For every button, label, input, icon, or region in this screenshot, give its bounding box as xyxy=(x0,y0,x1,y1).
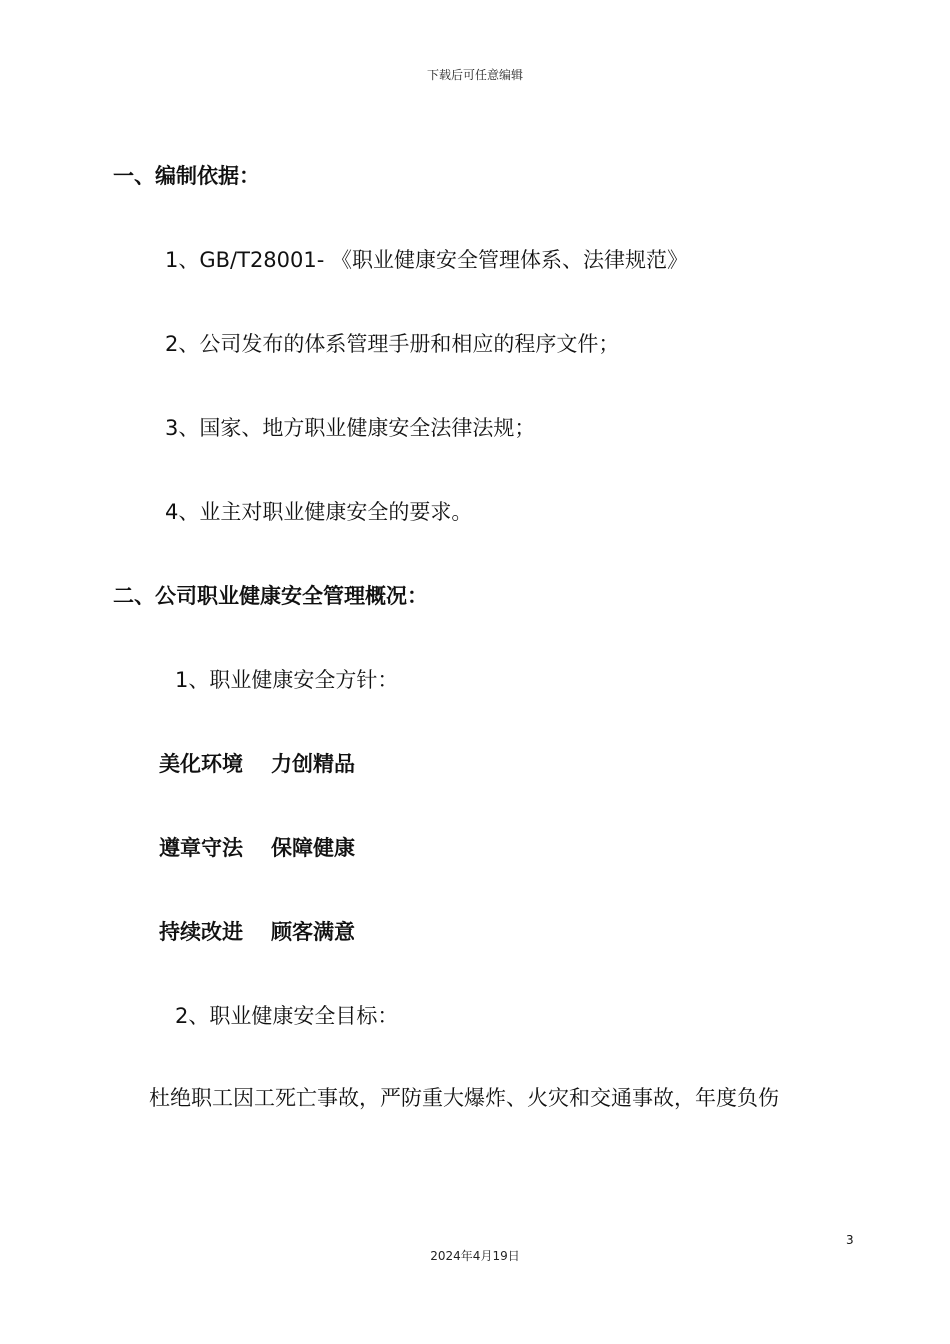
section-title-basis: 一、编制依据： xyxy=(113,164,260,188)
policy-line-3-b: 顾客满意 xyxy=(271,920,355,944)
basis-item-4: 4、业主对职业健康安全的要求。 xyxy=(165,500,473,524)
page-header: 下载后可任意编辑 xyxy=(426,68,523,82)
page-number: 3 xyxy=(846,1233,854,1247)
section-title-overview: 二、公司职业健康安全管理概况： xyxy=(113,584,428,608)
footer-date: 2024年4月19日 xyxy=(430,1249,520,1263)
policy-line-1 xyxy=(159,748,355,778)
policy-line-1-b: 力创精品 xyxy=(271,752,355,776)
basis-item-3: 3、国家、地方职业健康安全法律法规； xyxy=(165,416,536,440)
policy-line-2-b: 保障健康 xyxy=(271,836,355,860)
policy-line-2 xyxy=(159,832,355,862)
policy-label: 1、职业健康安全方针： xyxy=(175,668,399,692)
basis-item-1: 1、GB/T28001- 《职业健康安全管理体系、法律规范》 xyxy=(165,248,688,272)
goal-text: 杜绝职工因工死亡事故，严防重大爆炸、火灾和交通事故，年度负伤 xyxy=(149,1086,779,1110)
policy-line-3-a: 持续改进 xyxy=(159,920,243,944)
goal-label: 2、职业健康安全目标： xyxy=(175,1004,399,1028)
policy-line-2-a: 遵章守法 xyxy=(159,836,243,860)
policy-line-1-a: 美化环境 xyxy=(159,752,243,776)
policy-line-3 xyxy=(159,916,355,946)
basis-item-2: 2、公司发布的体系管理手册和相应的程序文件； xyxy=(165,332,620,356)
